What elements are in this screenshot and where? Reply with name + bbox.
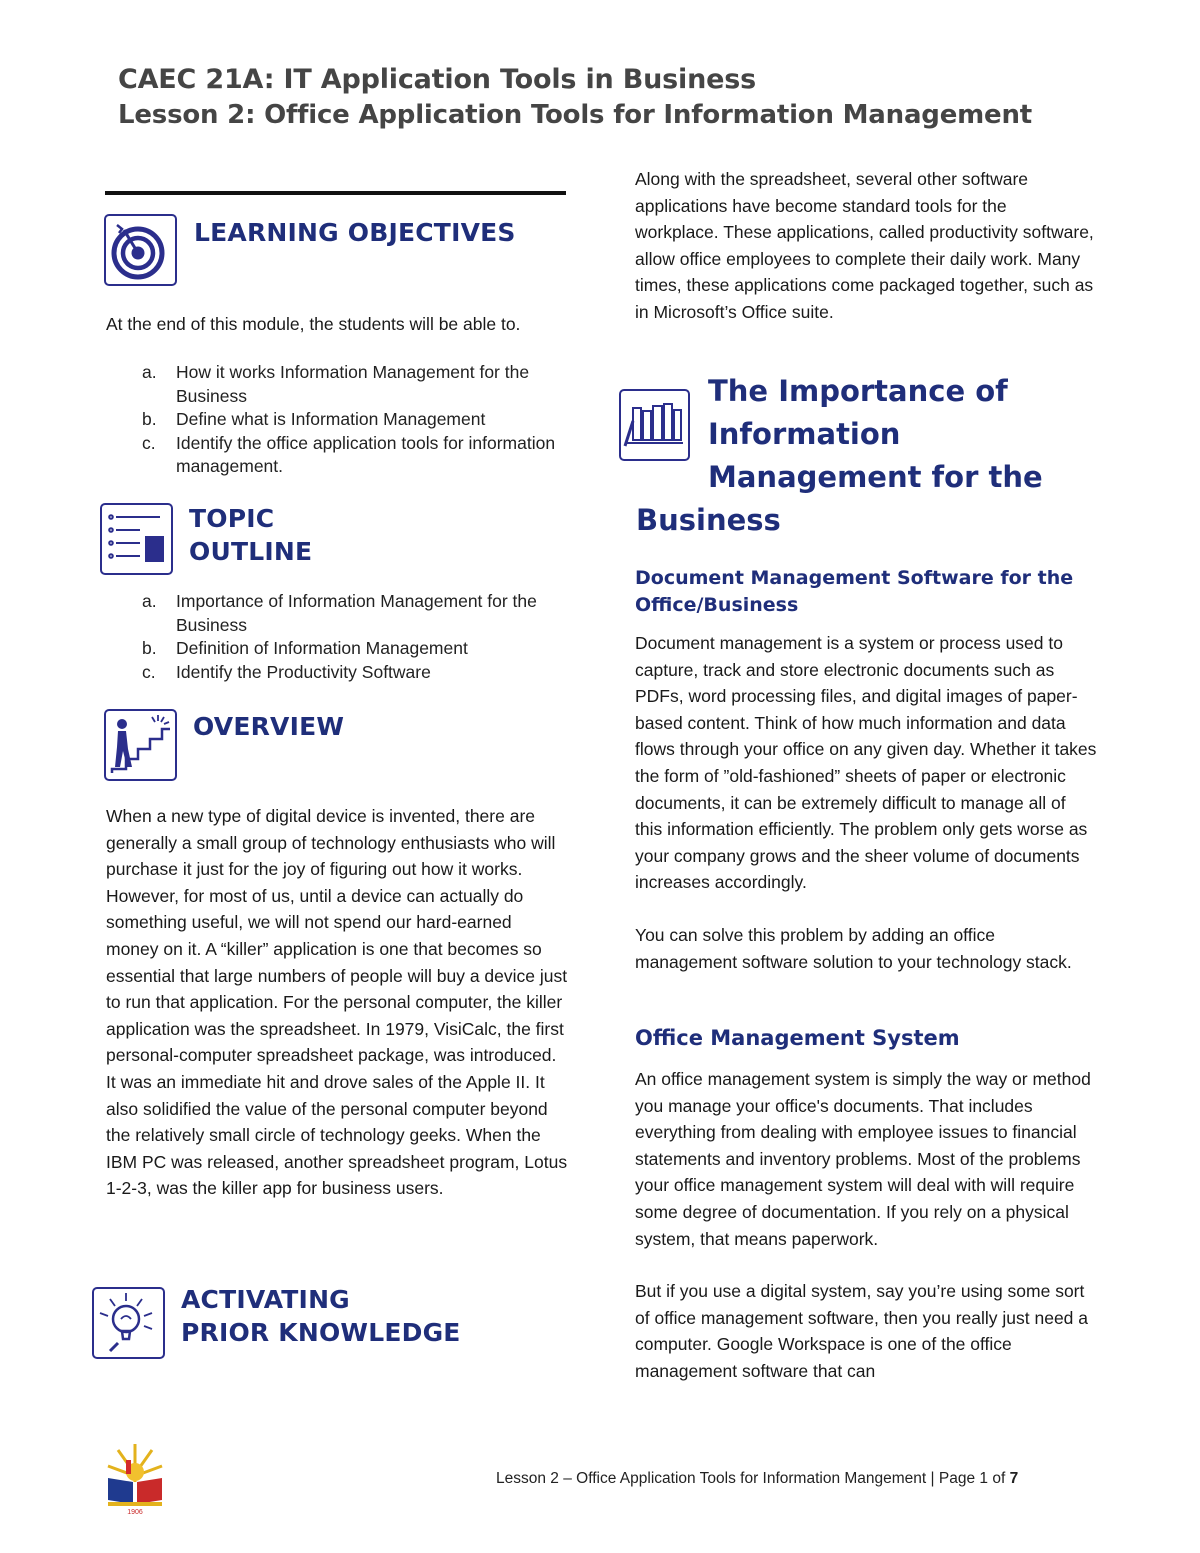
list-item: a. How it works Information Management for the Business xyxy=(142,362,530,406)
document-management-paragraph-2: You can solve this problem by adding an office management software solution to your technology stack. xyxy=(635,925,1072,972)
objectives-list xyxy=(106,361,561,479)
document-management-heading: Document Management Software for the Office/Business xyxy=(635,567,1074,616)
activating-heading: ACTIVATING PRIOR KNOWLEDGE xyxy=(181,1285,461,1347)
stairs-climber-icon xyxy=(104,709,177,781)
topic-outline-heading: TOPIC OUTLINE xyxy=(189,504,313,566)
objectives-intro: At the end of this module, the students will be able to. xyxy=(106,314,521,334)
checklist-icon xyxy=(100,503,173,575)
importance-heading: The Importance of Information Management for the xyxy=(708,374,1043,494)
institution-seal-icon xyxy=(104,1442,166,1516)
learning-objectives-heading: LEARNING OBJECTIVES xyxy=(194,218,516,247)
office-management-paragraph-2: But if you use a digital system, say you’re using some sort of office management software, then you really just need a computer. Google Workspace is one of the office management software that can xyxy=(635,1281,1089,1381)
lightbulb-icon xyxy=(92,1287,165,1359)
lesson-title: Lesson 2: Office Application Tools for Information Management xyxy=(118,100,1032,130)
svg-text:1906: 1906 xyxy=(127,1509,143,1516)
list-item: c. Identify the office application tools for information management. xyxy=(142,432,556,476)
list-item: b. Define what is Information Management xyxy=(142,409,486,429)
course-title: CAEC 21A: IT Application Tools in Business xyxy=(118,64,756,95)
page-footer: Lesson 2 – Office Application Tools for Information Mangement | Page 1 of 7 xyxy=(496,1470,1019,1487)
importance-heading-last-line: Business xyxy=(636,503,781,537)
overview-heading: OVERVIEW xyxy=(193,712,345,741)
list-item: b. Definition of Information Management xyxy=(142,638,468,658)
overview-paragraph: When a new type of digital device is invented, there are generally a small group of technology enthusiasts who will purchase it just for the joy of figuring out how it works. However, for most of us, until a device can actually do something useful, we will not spend our hard-earned money on it. A “killer” application is one that becomes so essential that large numbers of people will buy a device just to run that application. For the personal computer, the killer application was the spreadsheet. In 1979, VisiCalc, the first personal-computer spreadsheet package, was introduced. It was an immediate hit and drove sales of the Apple II. It also solidified the value of the personal computer beyond the relatively small circle of technology geeks. When the IBM PC was released, another spreadsheet program, Lotus 1-2-3, was the killer app for business users. xyxy=(106,806,568,1199)
document-management-paragraph: Document management is a system or process used to capture, track and store electronic documents such as PDFs, word processing files, and digital images of paper-based content. Think of how much information and data flows through your office on any given day. Whether it takes the form of ”old-fashioned” sheets of paper or electronic documents, it can be extremely difficult to manage all of this information efficiently. The problem only gets worse as your company grows and the sheer volume of documents increases accordingly. xyxy=(635,633,1097,893)
intro-paragraph: Along with the spreadsheet, several other software applications have become standard tools for the workplace. These applications, called productivity software, allow office employees to complete their daily work. Many times, these applications come packaged together, such as in Microsoft’s Office suite. xyxy=(635,169,1094,322)
outline-list xyxy=(106,590,561,684)
office-management-heading: Office Management System xyxy=(635,1026,960,1050)
list-item: a. Importance of Information Management for the Business xyxy=(142,591,537,635)
office-management-paragraph: An office management system is simply the way or method you manage your office's documents. That includes everything from dealing with employee issues to financial statements and inventory problems. Most of the problems your office management system will deal with will require some degree of documentation. If you rely on a physical system, that means paperwork. xyxy=(635,1069,1091,1249)
target-icon xyxy=(104,214,177,286)
divider-rule xyxy=(105,191,566,195)
bookshelf-icon xyxy=(619,389,690,461)
list-item: c. Identify the Productivity Software xyxy=(142,661,431,682)
